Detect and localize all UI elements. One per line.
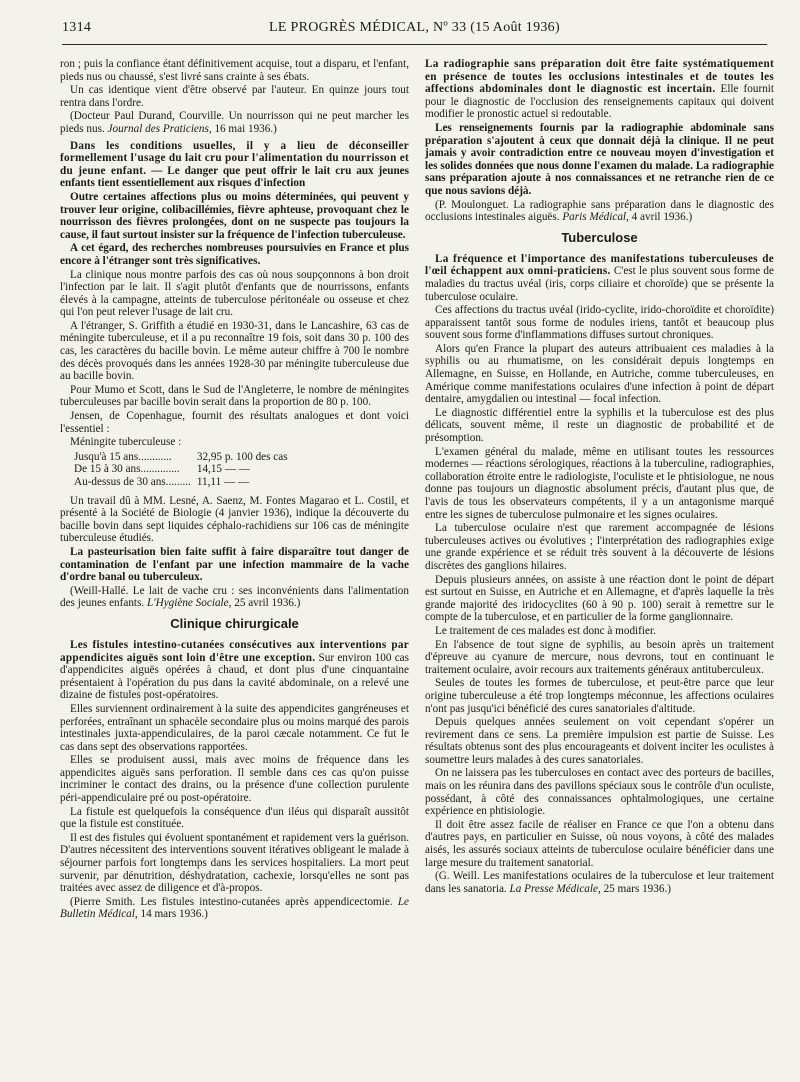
section-title-tuberculose: Tuberculose [561,229,638,245]
left-column [60,58,409,922]
paragraph: Jensen, de Copenhague, fournit des résultats analogues et dont voici l'essentiel : [60,410,409,435]
paragraph: Elles surviennent ordinairement à la suite des appendicites gangréneuses et perforées, entraînant un sphacèle secondaire plus ou moins marqué des parois intestinales juxta-appendiculaires, de la paroi cæcale notamment. Ce fut le cas dans sept des observations rapportées. [60,702,409,753]
paragraph: La fistule est quelquefois la conséquence d'un iléus qui disparaît aussitôt que la fistule est constituée. [60,805,409,831]
paragraph: A cet égard, des recherches nombreuses poursuivies en France et plus encore à l'étranger sont très significatives. [60,242,409,267]
running-header [62,20,767,42]
abstract-heading-paragraph: La radiographie sans préparation doit être faite systématiquement en présence de toutes les occlusions intestinales et de toutes les affections abdominales dont le diagnostic est incertain. Elle fournit pour le diagnostic de l'occlusion des renseignements capitaux qui doivent modifier le pronostic actuel si redoutable. [425,58,775,121]
paragraph: Il est des fistules qui évoluent spontanément et rapidement vers la guérison. D'autres nécessitent des interventions souvent itératives obligeant le malade à séjourner parfois fort longtemps dans les services hospitaliers. La mort peut survenir, par dénutrition, déshydratation, cachexie, lorsqu'elles ne sont pas traitées avec assez de diligence et d'à-propos. [60,831,409,895]
paragraph: Seules de toutes les formes de tuberculose, et peut-être parce que leur origine tuberculeuse a été trop longtemps méconnue, les affections oculaires n'ont pas jusqu'ici bénéficié des cures sanatoriales d'altitude. [425,677,774,715]
citation: (Docteur Paul Durand, Courville. Un nourrisson qui ne peut marcher les pieds nus. Journal des Praticiens, 16 mai 1936.) [60,110,409,135]
table-row: Au-dessus de 30 ans......... 11,11 — — [74,476,250,488]
paragraph: La tuberculose oculaire n'est que rarement accompagnée de lésions tuberculeuses actives ou évolutives ; l'interprétation des radiographies exige une grande expérience et se réduit très souvent à la découverte de lésions discrètes des ganglions hilaires. [425,522,774,572]
paragraph: L'examen général du malade, même en utilisant toutes les ressources modernes — réactions sérologiques, réactions à la tuberculine, radiographies, collaboration étroite entre le radiologiste, l'oculiste et le phtisiologue, ne nous donne pas toujours un diagnostic absolument précis, d'autant plus que, de l'avis de tous les observateurs compétents, il y a un antagonisme marqué entre les signes de tuberculose pulmonaire et les signes oculaires. [425,445,774,521]
paragraph: En l'absence de tout signe de syphilis, au besoin après un traitement d'épreuve au cyanure de mercure, nous devrons, tout en continuant le traitement oculaire, avoir recours aux traitements généraux antituberculeux. [425,638,774,676]
right-column [425,58,774,896]
citation: (G. Weill. Les manifestations oculaires de la tuberculose et leur traitement dans les sanatoria. La Presse Médicale, 25 mars 1936.) [425,870,774,895]
paragraph: Il doit être assez facile de réaliser en France ce que l'on a obtenu dans d'autres pays, en particulier en Suisse, où nous voyons, à côté des malades aisés, les assurés sociaux atteints de tuberculose oculaire bénéficier dans une large mesure du traitement sanatorial. [425,818,774,869]
journal-title: LE PROGRÈS MÉDICAL, Nº 33 (15 Août 1936) [269,20,560,35]
paragraph: Pour Mumo et Scott, dans le Sud de l'Angleterre, le nombre de méningites tuberculeuses par bacille bovin serait dans la proportion de 80 p. 100. [60,383,409,409]
paragraph: A l'étranger, S. Griffith a étudié en 1930-31, dans le Lancashire, 63 cas de méningite tuberculeuse, et il a pu reconnaître 19 fois, soit dans 30 p. 100 des cas, les caractères du bacille bovin. Le même auteur chiffre à 700 le nombre des décès provoqués dans les années 1928-30 par méningite tuberculeuse due au bacille bovin. [60,319,409,383]
paragraph: Méningite tuberculeuse : [70,436,182,449]
page-number: 1314 [62,20,92,35]
paragraph: La clinique nous montre parfois des cas où nous soupçonnons à bon droit l'infection par le lait. Il s'agit plutôt d'enfants que de nourrissons, enfants élevés à la campagne, atteints de tuberculose péritonéale ou osseuse et chez qui l'on peut relever l'usage de lait cru. [60,268,409,319]
paragraph: Un cas identique vient d'être observé par l'auteur. En quinze jours tout rentra dans l'ordre. [60,84,409,109]
paragraph: Depuis quelques années seulement on voit cependant s'opérer un revirement dans ce sens. La première impulsion est partie de Suisse. Les résultats obtenus sont des plus encourageants et doivent inciter les oculistes à soumettre leurs malades à des cures sanatoriales. [425,716,774,766]
abstract-heading-paragraph: La fréquence et l'importance des manifestations tuberculeuses de l'œil échappent aux omni-praticiens. C'est le plus souvent sous forme de maladies du tractus uvéal (iris, corps ciliaire et choroïde) que se présente la tuberculose oculaire. [425,252,774,303]
paragraph: La pasteurisation bien faite suffit à faire disparaître tout danger de contamination de l'enfant par une infection mammaire de la vache d'ordre banal ou tuberculeux. [60,545,409,584]
citation: (Weill-Hallé. Le lait de vache cru : ses inconvénients dans l'alimentation des jeunes enfants. L'Hygiène Sociale, 25 avril 1936.) [60,584,409,610]
abstract-heading-paragraph: Dans les conditions usuelles, il y a lieu de déconseiller formellement l'usage du lait cru pour l'alimentation du nourrisson et du jeune enfant. — Le danger que peut offrir le lait cru aux jeunes enfants tient essentiellement aux risques d'infection [60,139,409,190]
paragraph: Le diagnostic différentiel entre la syphilis et la tuberculose est des plus délicats, souvent même, il reste un diagnostic de probabilité et de présomption. [425,406,774,445]
paragraph: Depuis plusieurs années, on assiste à une réaction dont le point de départ est surtout en Suisse, en Autriche et en Allemagne, et d'après laquelle la très grande majorité des iridocyclites (60 à 90 p. 100) serait à remettre sur le compte de la tuberculose, et en particulier de la forme ganglionnaire. [425,573,774,624]
paragraph: Alors qu'en France la plupart des auteurs attribuaient ces maladies à la syphilis ou au rhumatisme, on les considérait depuis longtemps en Allemagne, en Suisse, en Hollande, en Autriche, comme tuberculeuses, en Amérique comme manifestations oculaires d'une infection à point de départ dentaire, amygdalien ou intestinal — focal infection. [425,342,774,406]
paragraph: On ne laissera pas les tuberculoses en contact avec des porteurs de bacilles, mais on les réunira dans des pavillons spéciaux sous le contrôle d'un oculiste, possédant, à côté des connaissances ophtalmologiques, une certaine expérience en phtisiologie. [425,767,774,818]
paragraph: Ces affections du tractus uvéal (irido-cyclite, irido-choroïdite et choroïdite) apparaissent tantôt sous forme de nodules iriens, tantôt et beaucoup plus souvent sous forme d'inflammations diffuses surtout chroniques. [425,304,774,342]
paragraph: Le traitement de ces malades est donc à modifier. [435,624,656,637]
paragraph: Outre certaines affections plus ou moins déterminées, qui peuvent y trouver leur origine, colibacillémies, fièvre aphteuse, provoquant chez le nourrisson des fièvres prolongées, dont on ne suspecte pas toujours la cause, il faut surtout insister sur la fréquence de l'infection tuberculeuse. [60,190,409,241]
paragraph: Les renseignements fournis par la radiographie abdominale sans préparation s'ajoutent à ceux que donnait déjà la clinique. Il ne peut jamais y avoir contradiction entre ce nouveau moyen d'investigation et les solides données que nous donne l'examen du malade. La radiographie sans préparation ajoute à nos connaissances et ne retranche rien de ce que nous savions déjà. [425,121,774,197]
abstract-heading-paragraph: Les fistules intestino-cutanées consécutives aux interventions par appendicites aiguës sont loin d'être une exception. Sur environ 100 cas d'appendicites aiguës opérées à chaud, et dont plus d'une cinquantaine présentaient à l'opération du pus dans la cavité abdominale, on a relevé une dizaine de fistules post-opératoires. [60,638,409,702]
section-title-clinique-chirurgicale: Clinique chirurgicale [170,615,299,631]
header-rule [62,44,767,45]
table-row: Jusqu'à 15 ans............ 32,95 p. 100 des cas [74,450,288,463]
table-row: De 15 à 30 ans.............. 14,15 — — [74,463,250,476]
meningitis-table [74,451,294,489]
citation: (Pierre Smith. Les fistules intestino-cutanées après appendicectomie. Le Bulletin Médical, 14 mars 1936.) [60,895,409,921]
citation: (P. Moulonguet. La radiographie sans préparation dans le diagnostic des occlusions intestinales aiguës. Paris Médical, 4 avril 1936.) [425,198,774,224]
paragraph: ron ; puis la confiance étant définitivement acquise, tout a disparu, et l'enfant, pieds nus ou chaussé, s'est livré sans crainte à ses ébats. [60,58,409,83]
paragraph: Un travail dû à MM. Lesné, A. Saenz, M. Fontes Magarao et L. Costil, et présenté à la Société de Biologie (4 janvier 1936), indique la découverte du bacille bovin dans sept liquides céphalo-rachidiens sur 106 cas de méningite tuberculeuse étudiés. [60,494,409,545]
paragraph: Elles se produisent aussi, mais avec moins de fréquence dans les appendicites aiguës sans perforation. Il semble dans ces cas qu'on puisse incriminer le contact des drains, ou la présence d'une collection purulente péri-appendiculaire pré ou post-opératoire. [60,754,409,805]
